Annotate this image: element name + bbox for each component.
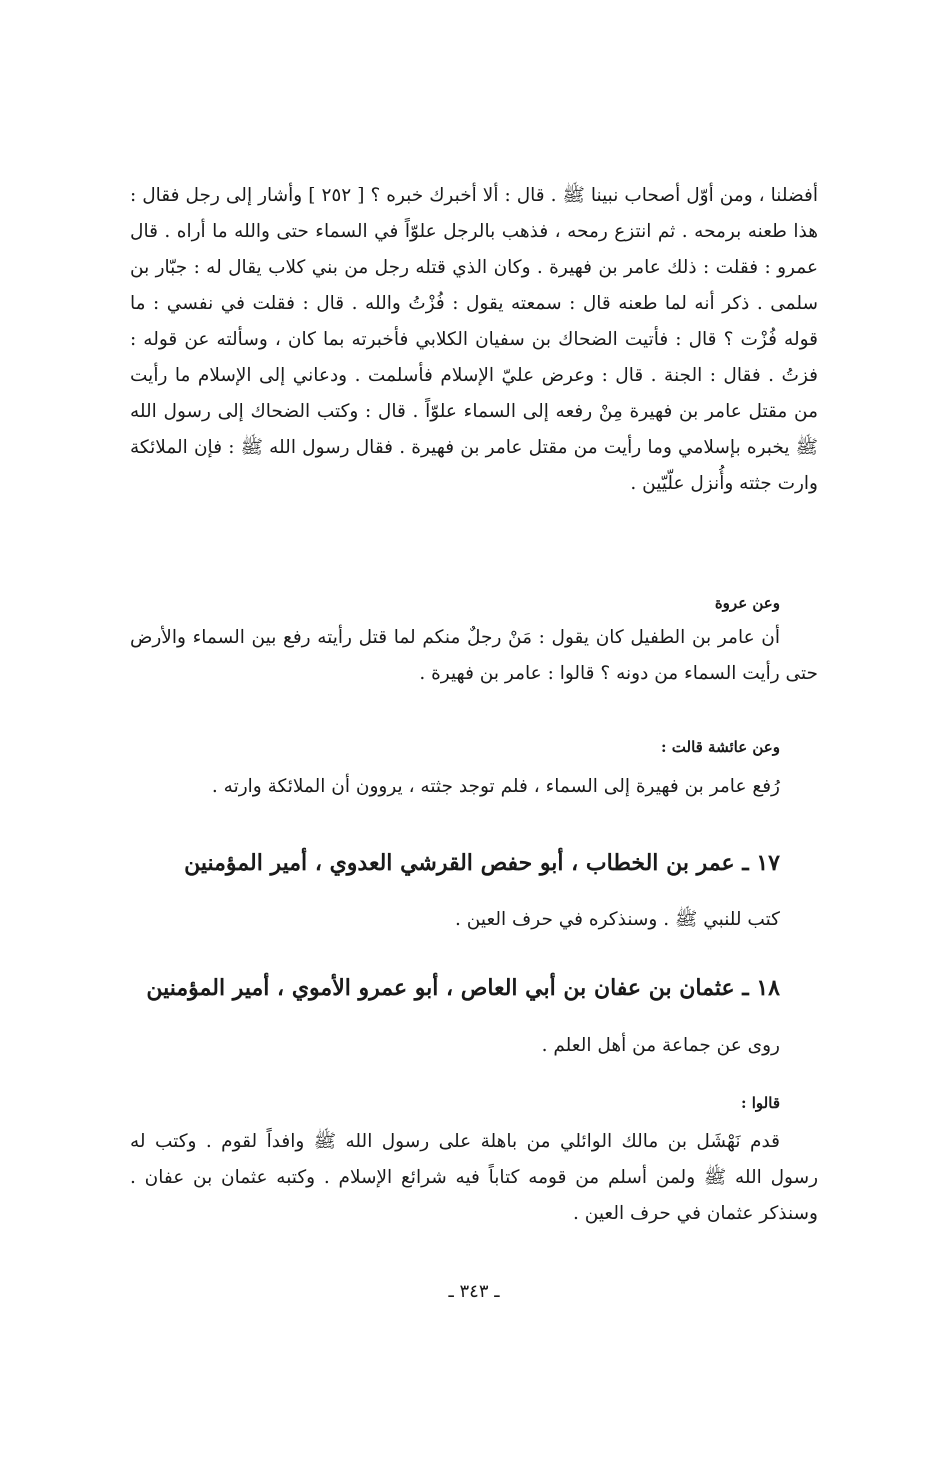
paragraph-aisha-narration: رُفع عامر بن فهيرة إلى السماء ، فلم توجد جثته ، يروون أن الملائكة وارته . [211, 776, 780, 797]
narrator-label-urwa: وعن عروة [714, 594, 780, 612]
paragraph-urwa-narration: أن عامر بن الطفيل كان يقول : مَنْ رجلٌ منكم لما قتل رأيته رفع بين السماء والأرض حتى رأيت السماء من دونه ؟ قالوا : عامر بن فهيرة . [130, 627, 818, 684]
paragraph-uthman-entry: روى عن جماعة من أهل العلم . [541, 1035, 780, 1056]
narrator-label-they-said: قالوا : [741, 1094, 780, 1112]
entry-heading-17-umar: ١٧ ـ عمر بن الخطاب ، أبو حفص القرشي العدوي ، أمير المؤمنين [184, 850, 780, 876]
entry-heading-18-uthman: ١٨ ـ عثمان بن عفان بن أبي العاص ، أبو عمرو الأموي ، أمير المؤمنين [146, 975, 780, 1001]
paragraph-umar-entry: كتب للنبي ﷺ . وسنذكره في حرف العين . [455, 909, 780, 930]
paragraph-nahshal-account: قدم نَهْشَل بن مالك الوائلي من باهلة على رسول الله ﷺ وافداً لقوم . وكتب له رسول الله ﷺ ولمن أسلم من قومه كتاباً فيه شرائع الإسلام . وكتبه عثمان بن عفان . وسنذكر عثمان في حرف العين . [130, 1131, 818, 1224]
narrator-label-aisha: وعن عائشة قالت : [661, 738, 780, 756]
page-number: ـ ٣٤٣ ـ [448, 1281, 500, 1302]
book-page [130, 0, 818, 1476]
paragraph-amir-ibn-fuhayra-account: أفضلنا ، ومن أوّل أصحاب نبينا ﷺ . قال : ألا أخبرك خبره ؟ [ ٢٥٢ ] وأشار إلى رجل فقال : هذا طعنه برمحه . ثم انتزع رمحه ، فذهب بالرجل علوّاً في السماء حتى والله ما أراه . قال عمرو : فقلت : ذلك عامر بن فهيرة . وكان الذي قتله رجل من بني كلاب يقال له : جبّار بن سلمى . ذكر أنه لما طعنه قال : سمعته يقول : فُزْتُ والله . قال : فقلت في نفسي : ما قوله فُزْت ؟ قال : فأتيت الضحاك بن سفيان الكلابي فأخبرته بما كان ، وسألته عن قوله : فزتُ . فقال : الجنة . قال : وعرض عليّ الإسلام فأسلمت . ودعاني إلى الإسلام ما رأيت من مقتل عامر بن فهيرة مِنْ رفعه إلى السماء علوّاً . قال : وكتب الضحاك إلى رسول الله ﷺ يخبره بإسلامي وما رأيت من مقتل عامر بن فهيرة . فقال رسول الله ﷺ : فإن الملائكة وارت جثته وأُنزل علّيّين . [130, 185, 818, 494]
